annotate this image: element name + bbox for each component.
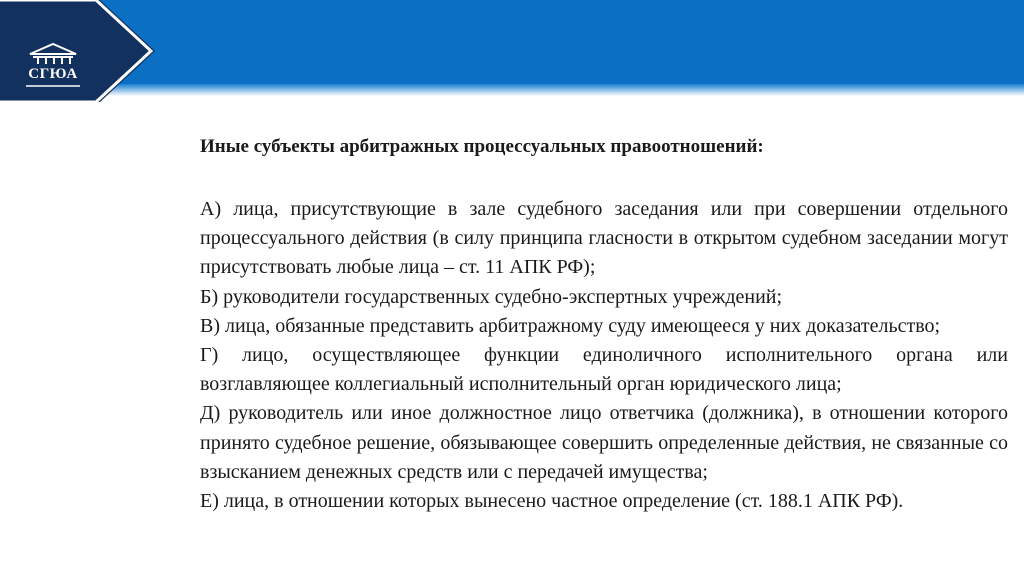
logo bbox=[0, 0, 160, 102]
logo-emblem-icon bbox=[0, 0, 160, 102]
slide-title: Иные субъекты арбитражных процессуальных правоотношений: bbox=[200, 136, 764, 157]
list-item-a: А) лица, присутствующие в зале судебного заседания или при совершении отдельного процессуального действия (в силу принципа гласности в открытом судебном заседании могут присутствовать любые лица – ст. 11 АПК РФ); bbox=[200, 198, 1008, 279]
list-item-c: В) лица, обязанные представить арбитражному суду имеющееся у них доказательство; bbox=[200, 314, 941, 337]
list-item-d: Г) лицо, осуществляющее функции единоличного исполнительного органа или возглавляющее коллегиальный исполнительный орган юридического лица; bbox=[200, 344, 1008, 396]
list-item-b: Б) руководители государственных судебно-экспертных учреждений; bbox=[200, 285, 783, 308]
logo-text: СГЮА bbox=[28, 66, 78, 82]
list-item-e: Д) руководитель или иное должностное лицо ответчика (должника), в отношении которого принято судебное решение, обязывающее совершить определенные действия, не связанные со взысканием денежных средств или с передачей имущества; bbox=[200, 402, 1008, 483]
list-item-f: Е) лица, в отношении которых вынесено частное определение (ст. 188.1 АПК РФ). bbox=[200, 490, 904, 513]
slide-body bbox=[200, 195, 1008, 516]
